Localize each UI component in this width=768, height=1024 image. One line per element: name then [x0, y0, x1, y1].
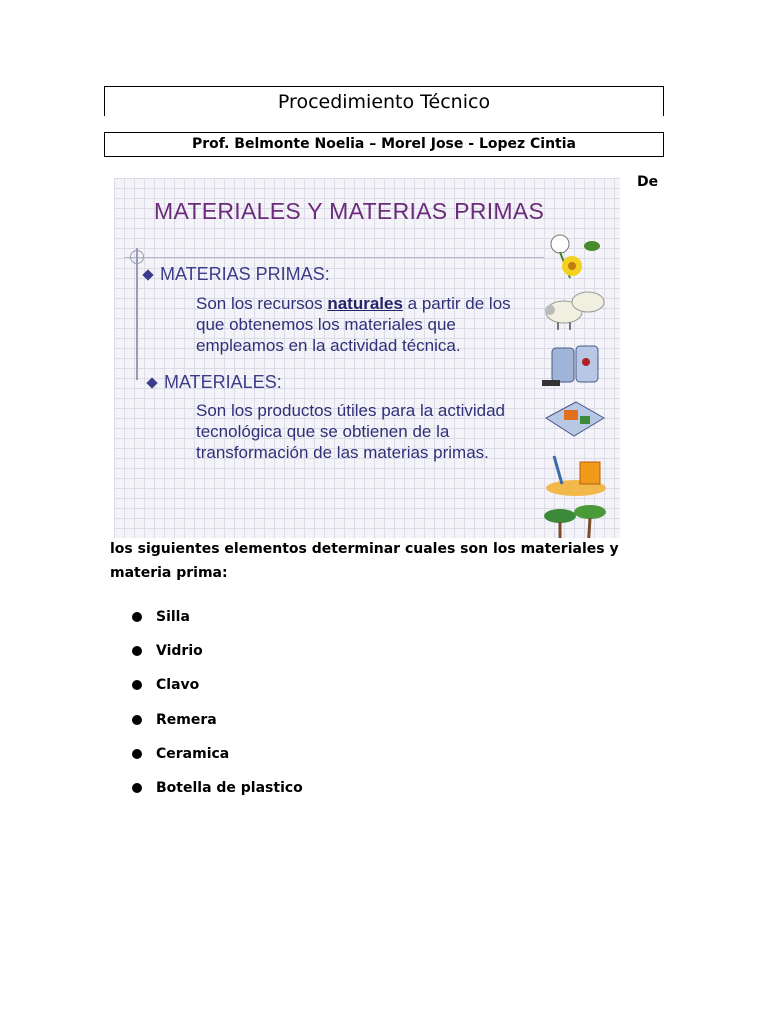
slide-rule-vertical — [136, 248, 138, 380]
sheep-icon — [540, 286, 610, 336]
question-text: los siguientes elementos determinar cuales son los materiales y materia prima: — [110, 541, 619, 581]
barrels-icon — [540, 340, 610, 390]
authors-box — [104, 132, 664, 157]
bullet-icon — [132, 715, 142, 725]
trees-icon — [540, 502, 610, 538]
bullet-icon — [132, 612, 142, 622]
list-item: Vidrio — [132, 634, 303, 668]
bullet-icon — [132, 646, 142, 656]
toolbox-icon — [540, 394, 610, 444]
text-fragment-de: De — [637, 174, 659, 190]
title-box — [104, 86, 664, 116]
slide-image — [114, 178, 620, 538]
sand-bucket-icon — [540, 448, 610, 498]
slide-heading-materiales: MATERIALES: — [148, 372, 282, 393]
materials-list — [132, 600, 303, 805]
diamond-bullet-icon — [142, 270, 153, 281]
slide-text-materiales: Son los productos útiles para la actividad tecnológica que se obtienen de la transformación de las materias primas. — [196, 401, 506, 462]
bullet-icon — [132, 749, 142, 759]
cotton-flower-icon — [540, 230, 610, 282]
list-item: Ceramica — [132, 737, 303, 771]
bullet-icon — [132, 680, 142, 690]
slide-rule-circle — [130, 250, 144, 264]
slide-title: MATERIALES Y MATERIAS PRIMAS — [154, 198, 545, 224]
slide-text-materias-primas: Son los recursos naturales a partir de los que obtenemos los materiales que empleamos en la actividad técnica. — [196, 294, 511, 355]
emphasis-naturales: naturales — [327, 294, 403, 313]
diamond-bullet-icon — [146, 378, 157, 389]
list-item: Botella de plastico — [132, 771, 303, 805]
list-item: Silla — [132, 600, 303, 634]
slide-icons-column — [540, 230, 620, 538]
slide-heading-materias-primas: MATERIAS PRIMAS: — [144, 264, 330, 285]
slide-rule-horizontal — [124, 257, 544, 258]
list-item: Remera — [132, 703, 303, 737]
authors-line: Prof. Belmonte Noelia – Morel Jose - Lopez Cintia — [191, 136, 576, 152]
bullet-icon — [132, 783, 142, 793]
document-title: Procedimiento Técnico — [277, 91, 491, 113]
list-item: Clavo — [132, 668, 303, 702]
